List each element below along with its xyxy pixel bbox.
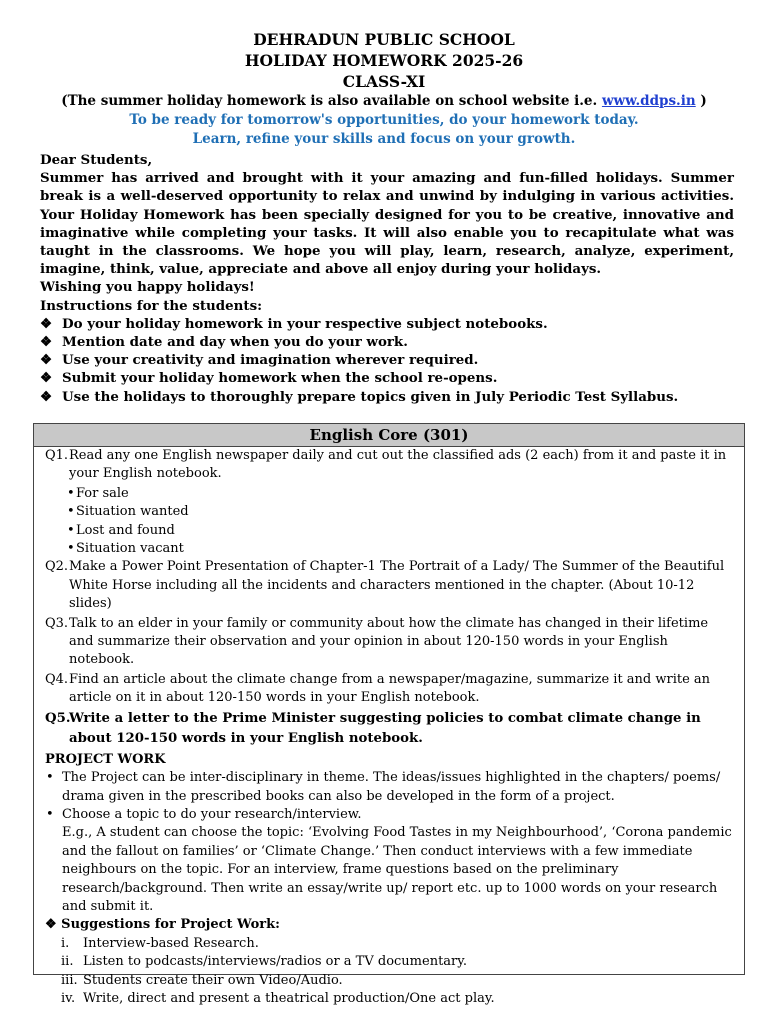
bullet-icon: •	[67, 541, 75, 557]
bullet-icon: •	[67, 485, 75, 501]
intro-section	[40, 151, 734, 406]
list-item: • Situation vacant	[34, 540, 744, 558]
instruction-item: ❖ Use your creativity and imagination wherever required.	[40, 352, 479, 369]
english-core-body	[34, 447, 744, 1008]
bullet-icon: •	[67, 522, 75, 538]
instruction-item: ❖ Submit your holiday homework when the school re-opens.	[40, 370, 498, 387]
english-core-heading: English Core (301)	[34, 424, 744, 447]
question-3: Q3. Talk to an elder in your family or community about how the climate has changed in their lifetime and summarize their observation and your opinion in about 120-150 words in your English notebook.	[45, 615, 709, 668]
question-5: Q5. Write a letter to the Prime Minister suggesting policies to combat climate change in about 120-150 words in your English notebook.	[45, 710, 701, 747]
diamond-bullet-icon: ❖	[40, 388, 53, 405]
website-note-suffix: )	[695, 93, 707, 109]
wish-line: Wishing you happy holidays!	[40, 279, 255, 296]
instructions-heading: Instructions for the students:	[40, 297, 263, 314]
list-item: • Lost and found	[34, 522, 744, 540]
list-item: • For sale	[34, 485, 744, 503]
suggestion-item: iv. Write, direct and present a theatrical production/One act play.	[61, 990, 495, 1006]
bullet-icon: •	[46, 806, 54, 822]
school-name: DEHRADUN PUBLIC SCHOOL	[253, 30, 515, 49]
instruction-item: ❖ Use the holidays to thoroughly prepare topics given in July Periodic Test Syllabus.	[40, 388, 679, 405]
project-bullet: • Choose a topic to do your research/interview.	[34, 806, 744, 824]
diamond-bullet-icon: ❖	[40, 334, 53, 351]
diamond-bullet-icon: ❖	[40, 352, 53, 369]
list-item: • Situation wanted	[34, 503, 744, 521]
suggestion-item: i. Interview-based Research.	[61, 935, 259, 951]
suggestions-heading: ❖ Suggestions for Project Work:	[45, 917, 280, 933]
motto-line-2: Learn, refine your skills and focus on your growth.	[192, 131, 576, 147]
project-bullet: • The Project can be inter-disciplinary in theme. The ideas/issues highlighted in the chapters/ poems/ drama given in the prescribed books can also be developed in the form of a project.	[34, 769, 744, 806]
project-work-heading: PROJECT WORK	[45, 751, 166, 767]
instruction-item: ❖ Do your holiday homework in your respective subject notebooks.	[40, 315, 548, 332]
question-1: Q1. Read any one English newspaper daily and cut out the classified ads (2 each) from it and paste it in your English notebook.	[45, 448, 727, 482]
bullet-icon: •	[67, 504, 75, 520]
motto-line-1: To be ready for tomorrow's opportunities, do your homework today.	[129, 112, 639, 128]
suggestion-item: ii. Listen to podcasts/interviews/radios or a TV documentary.	[61, 954, 468, 970]
english-core-box	[33, 423, 745, 1006]
website-note	[0, 93, 768, 109]
website-link[interactable]: www.ddps.in	[601, 93, 696, 109]
document-title: HOLIDAY HOMEWORK 2025-26	[244, 51, 524, 70]
question-4: Q4. Find an article about the climate change from a newspaper/magazine, summarize it and write an article on it in about 120-150 words in your English notebook.	[45, 671, 711, 706]
class-label: CLASS-XI	[342, 72, 426, 91]
website-note-prefix: (The summer holiday homework is also available on school website i.e.	[61, 93, 602, 109]
salutation: Dear Students,	[40, 152, 153, 168]
intro-paragraph: Summer has arrived and brought with it your amazing and fun-filled holidays. Summer break is a well-deserved opportunity to relax and unwind by indulging in various activities. Your Holiday Homework has been specially designed for you to be creative, innovative and imaginative while completing your tasks. It will also enable you to recapitulate what was taught in the classrooms. We hope you will play, learn, research, analyze, experiment, imagine, think, value, appreciate and above all enjoy during your holidays.	[40, 170, 734, 278]
suggestion-item: iii. Students create their own Video/Audio.	[61, 972, 343, 988]
question-2: Q2. Make a Power Point Presentation of Chapter-1 The Portrait of a Lady/ The Summer of the Beautiful White Horse including all the incidents and characters mentioned in the chapter. (About 10-12 slides)	[45, 559, 725, 612]
project-example: E.g., A student can choose the topic: ‘Evolving Food Tastes in my Neighbourhood’, ‘Corona pandemic and the fallout on families’ or ‘Climate Change.’ Then conduct interviews with a few immediate neighbours on the topic. For an interview, frame questions based on the preliminary research/background. Then write an essay/write up/ report etc. up to 1000 words on your research and submit it.	[62, 825, 732, 914]
bullet-icon: •	[46, 770, 54, 786]
instruction-item: ❖ Mention date and day when you do your work.	[40, 334, 408, 351]
diamond-bullet-icon: ❖	[40, 315, 53, 332]
diamond-bullet-icon: ❖	[40, 370, 53, 387]
